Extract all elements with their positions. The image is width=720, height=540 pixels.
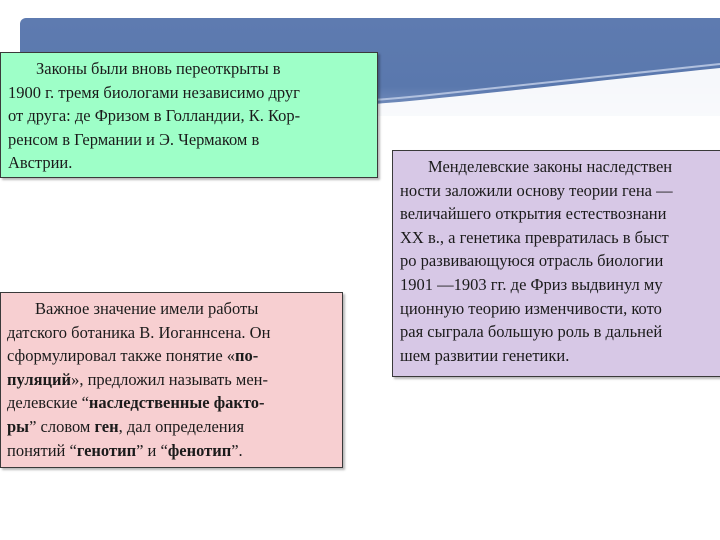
text-line: ренсом в Германии и Э. Чермаком в — [8, 129, 260, 149]
text-line: от друга: де Фризом в Голландии, К. Кор- — [8, 106, 301, 126]
text-line: ности заложили основу теории гена — — [400, 180, 673, 200]
text-line: Законы были вновь переоткрыты в — [36, 59, 281, 78]
text-line: пуляций», предложил называть мен- — [7, 369, 268, 389]
text-line: 1900 г. тремя биологами независимо друг — [8, 82, 300, 102]
text-line: понятий “генотип” и “фенотип”. — [7, 440, 243, 460]
text-line: Менделевские законы наследствен — [428, 157, 673, 176]
text-line: ционную теорию изменчивости, кото — [400, 298, 662, 318]
text-line: сформулировал также понятие «по- — [7, 346, 259, 366]
text-line: ры” словом ген, дал определения — [7, 416, 245, 436]
text-box-rediscovery — [0, 52, 378, 178]
text-line: шем развитии генетики. — [400, 345, 570, 365]
text-line: XX в., а генетика превратилась в быст — [400, 227, 669, 247]
text-line: делевские “наследственные факто- — [7, 393, 265, 413]
text-line: 1901 —1903 гг. де Фриз выдвинул му — [400, 274, 663, 294]
text-line: датского ботаника В. Иоганнсена. Он — [7, 322, 271, 342]
text-box-mendelian-laws — [392, 150, 720, 377]
text-box-johannsen — [0, 292, 343, 468]
text-line: ро развивающуюся отрасль биологии — [400, 251, 664, 271]
text-line: величайшего открытия естествознани — [400, 204, 667, 224]
text-line: рая сыграла большую роль в дальней — [400, 322, 663, 342]
text-line: Австрии. — [8, 153, 73, 173]
text-line: Важное значение имели работы — [35, 299, 259, 318]
